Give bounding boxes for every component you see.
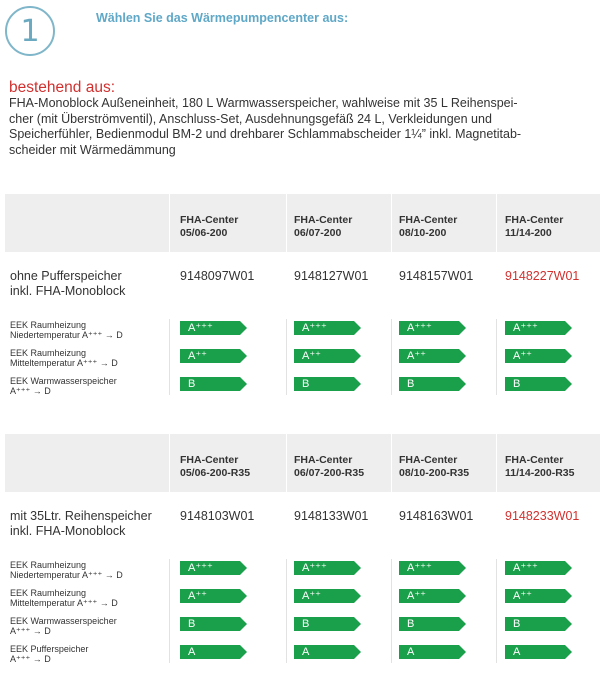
efficiency-class-arrow bbox=[180, 349, 247, 363]
efficiency-class-arrow bbox=[505, 349, 572, 363]
efficiency-class-label: A⁺⁺⁺ bbox=[302, 322, 327, 334]
efficiency-class-label: A bbox=[188, 646, 196, 658]
efficiency-class-arrow bbox=[505, 377, 572, 391]
efficiency-class-arrow bbox=[505, 617, 572, 631]
efficiency-class-label: A⁺⁺ bbox=[188, 350, 207, 362]
article-number: 9148163W01 bbox=[399, 509, 474, 523]
description-line: scheider mit Wärmedämmung bbox=[9, 142, 176, 157]
step-number: 1 bbox=[20, 13, 40, 49]
efficiency-class-arrow bbox=[180, 645, 247, 659]
efficiency-class-label: A⁺⁺⁺ bbox=[188, 562, 213, 574]
efficiency-label: EEK Raumheizung Niedertemperatur A⁺⁺⁺ → D bbox=[10, 560, 123, 580]
efficiency-class-arrow bbox=[505, 645, 572, 659]
efficiency-class-label: B bbox=[513, 618, 521, 630]
efficiency-class-arrow bbox=[294, 561, 361, 575]
efficiency-class-label: A bbox=[513, 646, 521, 658]
efficiency-class-label: A⁺⁺ bbox=[513, 590, 532, 602]
efficiency-class-arrow bbox=[180, 321, 247, 335]
efficiency-class-arrow bbox=[294, 617, 361, 631]
efficiency-class-label: A⁺⁺⁺ bbox=[302, 562, 327, 574]
efficiency-class-arrow bbox=[505, 561, 572, 575]
efficiency-class-label: A⁺⁺ bbox=[407, 590, 426, 602]
article-number: 9148157W01 bbox=[399, 269, 474, 283]
efficiency-class-arrow bbox=[399, 589, 466, 603]
efficiency-class-arrow bbox=[180, 617, 247, 631]
efficiency-row bbox=[5, 643, 600, 670]
description-line: FHA-Monoblock Außeneinheit, 180 L Warmwasserspeicher, wahlweise mit 35 L Reihenspei- bbox=[9, 96, 518, 110]
efficiency-class-arrow bbox=[399, 377, 466, 391]
efficiency-class-arrow bbox=[399, 561, 466, 575]
efficiency-label: EEK Raumheizung Mitteltemperatur A⁺⁺⁺ → D bbox=[10, 588, 118, 608]
efficiency-class-arrow bbox=[399, 321, 466, 335]
step-title: Wählen Sie das Wärmepumpencenter aus: bbox=[96, 11, 349, 25]
article-number: 9148133W01 bbox=[294, 509, 369, 523]
column-header: FHA-Center 08/10-200-R35 bbox=[399, 454, 470, 479]
efficiency-label: EEK Raumheizung Mitteltemperatur A⁺⁺⁺ → D bbox=[10, 348, 118, 368]
efficiency-class-arrow bbox=[294, 589, 361, 603]
efficiency-class-arrow bbox=[180, 561, 247, 575]
efficiency-row bbox=[5, 615, 600, 642]
description-line: Speicherfühler, Bedienmodul BM-2 und drehbarer Schlammabscheider 1¼” inkl. Magnetitab- bbox=[9, 127, 522, 141]
efficiency-block bbox=[5, 319, 600, 409]
column-header: FHA-Center 11/14-200-R35 bbox=[505, 454, 575, 479]
efficiency-class-arrow bbox=[399, 349, 466, 363]
efficiency-label: EEK Warmwasserspeicher A⁺⁺⁺ → D bbox=[10, 376, 117, 396]
article-number: 9148097W01 bbox=[180, 269, 255, 283]
efficiency-class-arrow bbox=[294, 321, 361, 335]
efficiency-class-arrow bbox=[505, 321, 572, 335]
efficiency-class-label: B bbox=[188, 378, 196, 390]
table-row bbox=[5, 252, 600, 319]
efficiency-class-label: A⁺⁺ bbox=[302, 350, 321, 362]
efficiency-class-label: A⁺⁺ bbox=[188, 590, 207, 602]
efficiency-block bbox=[5, 559, 600, 679]
efficiency-row bbox=[5, 559, 600, 586]
efficiency-label: EEK Warmwasserspeicher A⁺⁺⁺ → D bbox=[10, 616, 117, 636]
product-label: mit 35Ltr. Reihenspeicher inkl. FHA-Monoblock bbox=[10, 509, 152, 538]
efficiency-class-arrow bbox=[294, 349, 361, 363]
efficiency-class-arrow bbox=[505, 589, 572, 603]
composition-description bbox=[9, 96, 599, 158]
efficiency-class-arrow bbox=[180, 377, 247, 391]
table-row bbox=[5, 492, 600, 559]
column-header: FHA-Center 06/07-200-R35 bbox=[294, 454, 365, 479]
article-number: 9148127W01 bbox=[294, 269, 369, 283]
efficiency-class-label: B bbox=[407, 378, 415, 390]
efficiency-class-label: A⁺⁺⁺ bbox=[513, 562, 538, 574]
article-number: 9148233W01 bbox=[505, 509, 580, 523]
column-header: FHA-Center 08/10-200 bbox=[399, 214, 458, 239]
efficiency-class-label: A⁺⁺⁺ bbox=[188, 322, 213, 334]
efficiency-class-label: A⁺⁺ bbox=[513, 350, 532, 362]
efficiency-class-arrow bbox=[294, 645, 361, 659]
efficiency-row bbox=[5, 347, 600, 374]
column-header: FHA-Center 06/07-200 bbox=[294, 214, 353, 239]
efficiency-class-arrow bbox=[399, 617, 466, 631]
efficiency-row bbox=[5, 587, 600, 614]
table-header-row bbox=[5, 434, 600, 492]
product-label: ohne Pufferspeicher inkl. FHA-Monoblock bbox=[10, 269, 126, 298]
article-number: 9148103W01 bbox=[180, 509, 255, 523]
efficiency-class-label: A bbox=[302, 646, 310, 658]
efficiency-label: EEK Raumheizung Niedertemperatur A⁺⁺⁺ → D bbox=[10, 320, 123, 340]
efficiency-class-label: B bbox=[302, 618, 310, 630]
efficiency-row bbox=[5, 319, 600, 346]
step-number-circle bbox=[5, 6, 55, 56]
efficiency-class-label: A⁺⁺ bbox=[407, 350, 426, 362]
table-without-buffer bbox=[5, 194, 600, 409]
efficiency-class-arrow bbox=[399, 645, 466, 659]
efficiency-class-label: A⁺⁺⁺ bbox=[407, 322, 432, 334]
efficiency-class-label: A bbox=[407, 646, 415, 658]
efficiency-class-label: B bbox=[302, 378, 310, 390]
column-header: FHA-Center 05/06-200 bbox=[180, 214, 239, 239]
efficiency-class-label: A⁺⁺ bbox=[302, 590, 321, 602]
efficiency-row bbox=[5, 375, 600, 402]
efficiency-label: EEK Pufferspeicher A⁺⁺⁺ → D bbox=[10, 644, 89, 664]
efficiency-class-label: A⁺⁺⁺ bbox=[513, 322, 538, 334]
table-header-row bbox=[5, 194, 600, 252]
efficiency-class-arrow bbox=[294, 377, 361, 391]
description-line: cher (mit Überströmventil), Anschluss-Set, Ausdehnungsgefäß 24 L, Verkleidungen und bbox=[9, 111, 492, 126]
efficiency-class-label: B bbox=[513, 378, 521, 390]
efficiency-class-arrow bbox=[180, 589, 247, 603]
article-number: 9148227W01 bbox=[505, 269, 580, 283]
efficiency-class-label: B bbox=[407, 618, 415, 630]
column-header: FHA-Center 05/06-200-R35 bbox=[180, 454, 251, 479]
column-header: FHA-Center 11/14-200 bbox=[505, 214, 564, 239]
efficiency-class-label: B bbox=[188, 618, 196, 630]
composition-heading: bestehend aus: bbox=[9, 79, 116, 96]
efficiency-class-label: A⁺⁺⁺ bbox=[407, 562, 432, 574]
table-with-35l-storage bbox=[5, 434, 600, 679]
